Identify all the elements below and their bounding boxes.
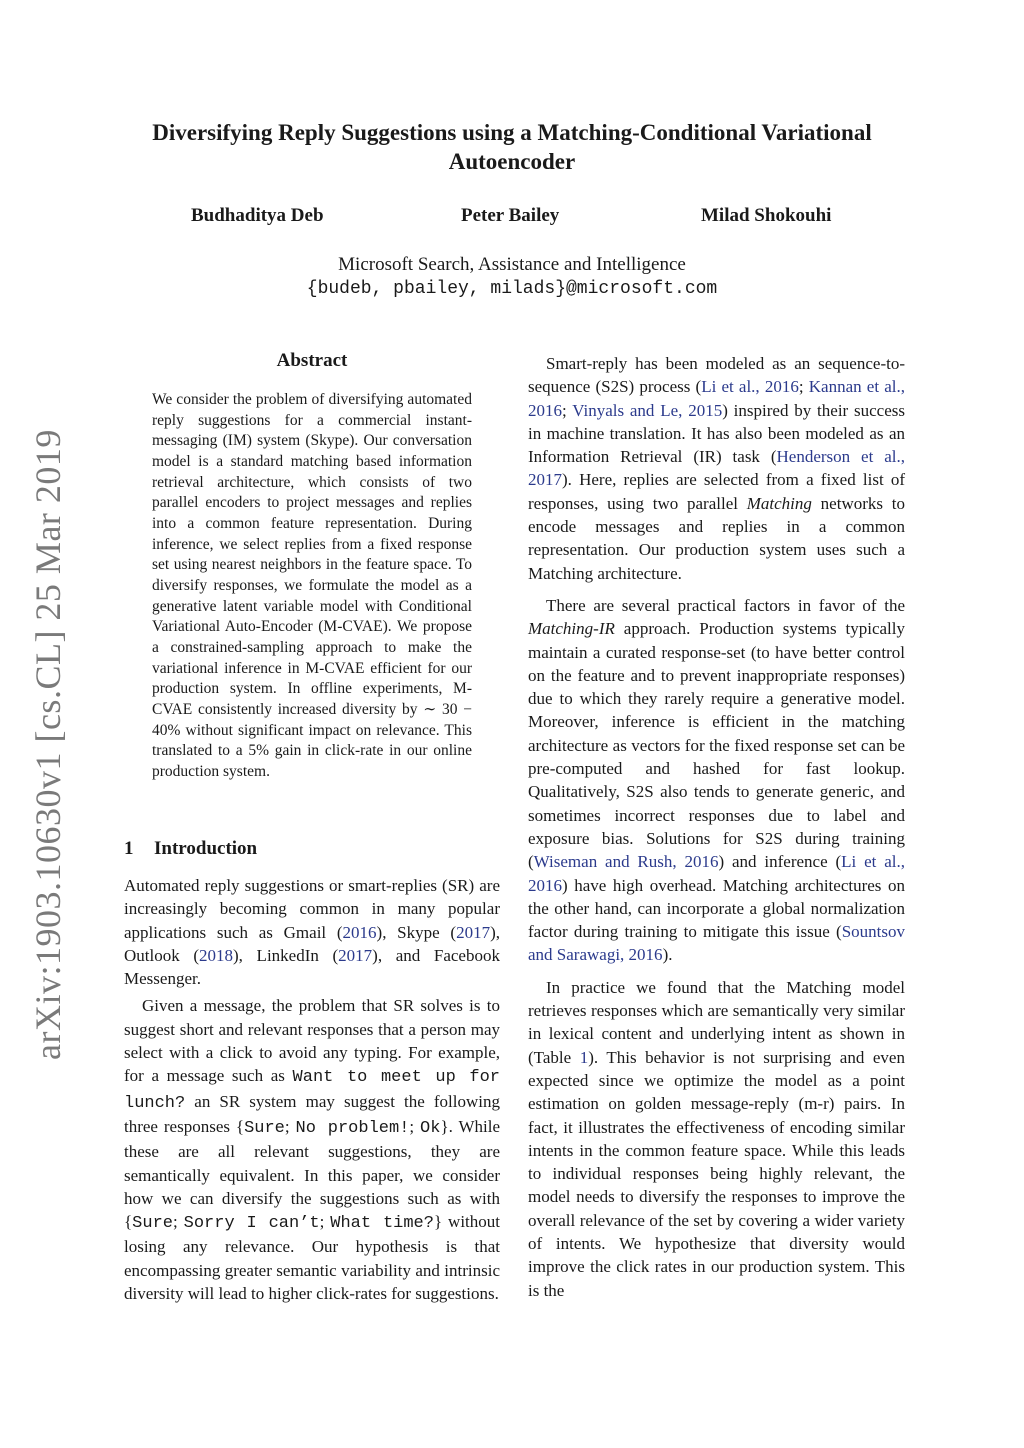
- citation-sountsov-2016[interactable]: Sountsov and Sarawagi, 2016: [528, 922, 905, 965]
- affiliation-block: [100, 252, 924, 302]
- intro-paragraph-2: Given a message, the problem that SR solves is to suggest short and relevant responses that a person may select with a click to avoid any typing. For example, for a message such as Want to meet up for lunch? an SR system may suggest the following three responses {Sure; No problem!; Ok}. While these are all relevant suggestions, they are semantically equivalent. In this paper, we consider how we can diversify the suggestions such as with {Sure; Sorry I can’t; What time?} without losing any relevance. Our hypothesis is that encompassing greater semantic variability and intrinsic diversity will lead to higher click-rates for suggestions.: [124, 996, 501, 1304]
- intro-paragraph-4: There are several practical factors in favor of the Matching-IR approach. Production systems typically maintain a curated response-set (to have better control on the feature and to prevent inappropriate responses) due to which they rarely require a generative model. Moreover, inference is efficient in the matching architecture as vectors for the fixed response set can be pre-computed and hashed for fast lookup. Qualitatively, S2S also tends to generate generic, and sometimes incorrect responses due to label and exposure bias. Solutions for S2S during training (Wiseman and Rush, 2016) and inference (Li et al., 2016) have high overhead. Matching architectures on the other hand, can incorporate a global normalization factor during training to mitigate this issue (Sountsov and Sarawagi, 2016).: [528, 595, 905, 965]
- intro-paragraph-5: In practice we found that the Matching model retrieves responses which are semantically very similar in lexical content and underlying intent as shown in (Table 1). This behavior is not surprising and even expected since we optimize the model as a point estimation on golden message-reply (m-r) pairs. In fact, it illustrates the effectiveness of encoding similar intents in the common feature space. While this leads to individual responses being highly relevant, the model needs to diversify the responses to improve the overall relevance of the set by covering a wider variety of intents. We hypothesize that diversity would improve the click rates in our production system. This is the: [528, 977, 905, 1300]
- intro-left-column: [124, 874, 500, 1305]
- citation-outlook[interactable]: 2018: [199, 945, 234, 965]
- section-number: 1: [124, 838, 134, 859]
- example-message: Want to meet up for lunch?: [124, 1068, 500, 1113]
- citation-gmail[interactable]: 2016: [342, 922, 377, 942]
- intro-right-column: [528, 352, 905, 1302]
- citation-kannan-2016[interactable]: Kannan et al., 2016: [528, 377, 905, 420]
- author-bailey: Peter Bailey: [461, 205, 560, 226]
- section-heading-introduction: [124, 838, 257, 860]
- arxiv-stamp: arXiv:1903.10630v1 [cs.CL] 25 Mar 2019: [28, 429, 68, 1060]
- term-matching-ir: Matching-IR: [528, 619, 615, 639]
- citation-linkedin[interactable]: 2017: [338, 945, 373, 965]
- reference-table-1[interactable]: 1: [579, 1047, 589, 1067]
- diverse-reply-sorry: Sorry I can’t: [183, 1214, 320, 1234]
- citation-vinyals-2015[interactable]: Vinyals and Le, 2015: [572, 400, 723, 420]
- citation-li-2016-b[interactable]: Li et al., 2016: [528, 852, 905, 895]
- citation-skype[interactable]: 2017: [456, 922, 491, 942]
- citation-li-2016[interactable]: Li et al., 2016: [701, 377, 799, 397]
- diverse-reply-what-time: What time?: [330, 1214, 434, 1234]
- term-matching: Matching: [746, 493, 812, 513]
- abstract-heading: Abstract: [276, 350, 348, 371]
- author-shokouhi: Milad Shokouhi: [701, 205, 832, 226]
- author-emails: {budeb, pbailey, milads}@microsoft.com: [306, 279, 718, 299]
- intro-paragraph-3: Smart-reply has been modeled as an sequence-to-sequence (S2S) process (Li et al., 2016; Kannan et al., 2016; Vinyals and Le, 2015) inspired by their success in machine translation. It has also been modeled as an Information Retrieval (IR) task (Henderson et al., 2017). Here, replies are selected from a fixed list of responses, using two parallel Matching networks to encode messages and replies in a common representation. Our production system uses such a Matching architecture.: [528, 354, 905, 583]
- affiliation: Microsoft Search, Assistance and Intelligence: [338, 254, 686, 275]
- example-reply-no-problem: No problem!: [295, 1118, 410, 1138]
- abstract-text: We consider the problem of diversifying automated reply suggestions for a commercial instant-messaging (IM) system (Skype). Our conversation model is a standard matching based information retrieval architecture, which consists of two parallel encoders to project messages and replies into a common feature representation. During inference, we select replies from a fixed response set using nearest neighbors in the feature space. To diversify responses, we formulate the model as a generative latent variable model with Conditional Variational Auto-Encoder (M-CVAE). We propose a constrained-sampling approach to make the variational inference in M-CVAE efficient for our production system. In offline experiments, M-CVAE consistently increased diversity by ∼ 30 − 40% without significant impact on relevance. This translated to a 5% gain in click-rate in our online production system.: [152, 391, 472, 780]
- example-reply-ok: Ok: [420, 1118, 441, 1138]
- citation-henderson-2017[interactable]: Henderson et al., 2017: [528, 447, 905, 490]
- section-title: Introduction: [154, 838, 258, 859]
- example-reply-sure: Sure: [244, 1118, 285, 1138]
- diverse-reply-sure: Sure: [132, 1214, 173, 1234]
- citation-wiseman-2016[interactable]: Wiseman and Rush, 2016: [533, 852, 719, 872]
- intro-paragraph-1: Automated reply suggestions or smart-replies (SR) are increasingly becoming common in many popular applications such as Gmail (2016), Skype (2017), Outlook (2018), LinkedIn (2017), and Facebook Messenger.: [124, 876, 500, 989]
- author-deb: Budhaditya Deb: [191, 205, 324, 226]
- paper-title: Diversifying Reply Suggestions using a Matching-Conditional Variational Autoencoder: [152, 120, 872, 174]
